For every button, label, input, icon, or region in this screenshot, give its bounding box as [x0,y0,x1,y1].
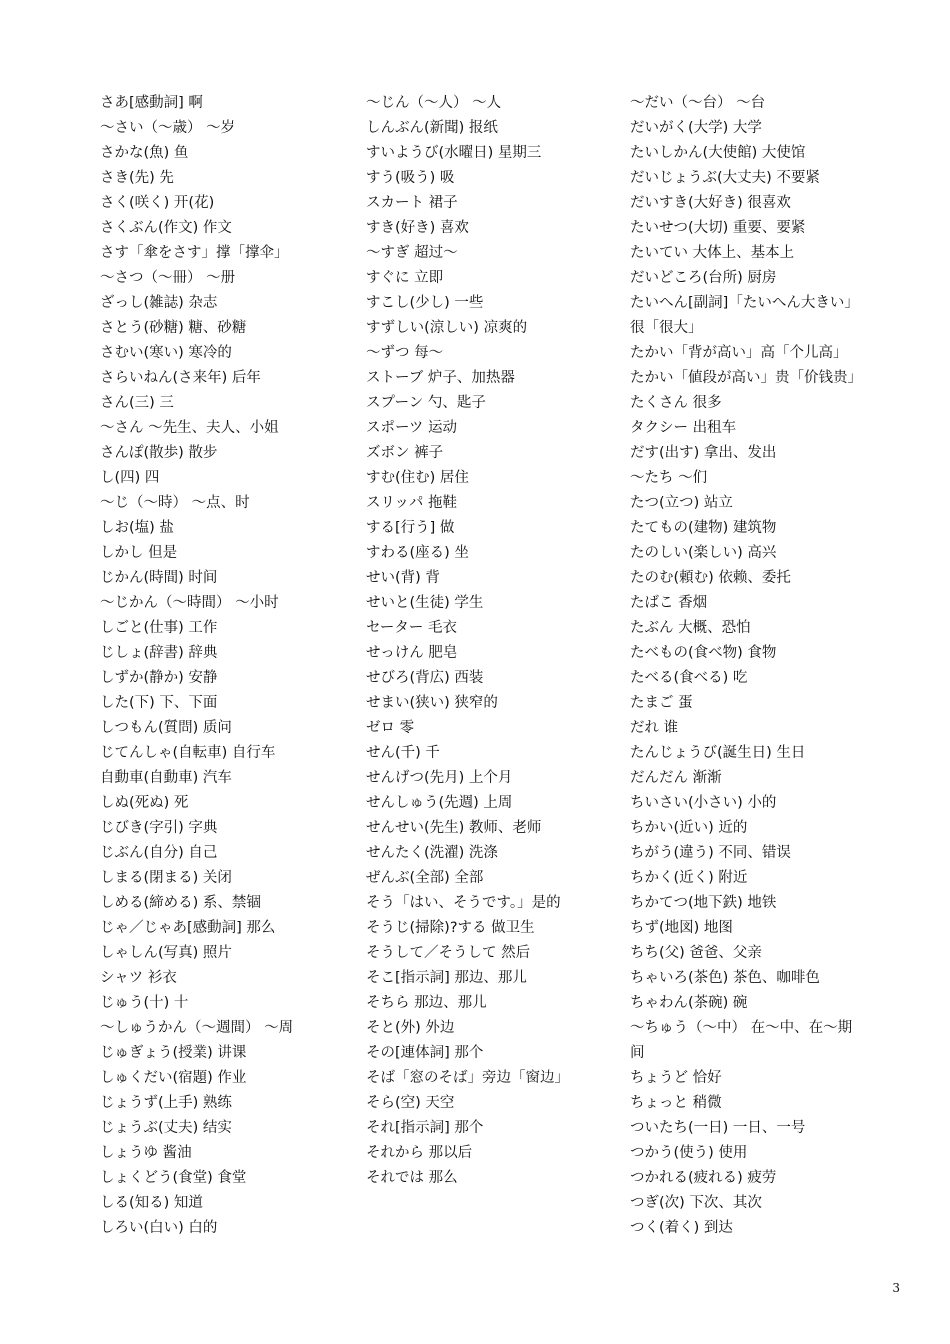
vocab-entry: しずか(静か) 安静 [100,670,218,686]
vocab-entry: ～ちゅう（～中） 在～中、在～期 [630,1020,853,1036]
vocab-column-1 [100,91,350,1241]
vocab-entry: ちゃわん(茶碗) 碗 [630,995,748,1011]
vocab-entry: つかれる(疲れる) 疲劳 [630,1170,777,1186]
vocab-entry: そば「窓のそば」旁边「窗边」 [366,1070,569,1086]
vocab-entry: ちょっと 稍微 [630,1095,722,1111]
vocab-entry: しぬ(死ぬ) 死 [100,795,189,811]
vocab-entry: ～じ（～時） ～点、时 [100,495,250,511]
vocab-entry: たいせつ(大切) 重要、要紧 [630,220,806,236]
vocab-entry: それ[指示詞] 那个 [366,1120,484,1136]
vocab-entry: さあ[感動詞] 啊 [100,95,203,111]
vocab-entry: さく(咲く) 开(花) [100,195,215,211]
vocab-entry: ちいさい(小さい) 小的 [630,795,777,811]
vocab-entry: しょくどう(食堂) 食堂 [100,1170,247,1186]
vocab-entry: すずしい(涼しい) 凉爽的 [366,320,528,336]
vocab-entry: せんせい(先生) 教师、老师 [366,820,542,836]
vocab-entry: さす「傘をさす」撑「撑伞」 [100,245,289,261]
vocab-entry: それでは 那么 [366,1170,458,1186]
vocab-entry: そうじ(掃除)?する 做卫生 [366,920,535,936]
vocab-entry: ～だい（～台） ～台 [630,95,766,111]
vocab-entry: だいじょうぶ(大丈夫) 不要紧 [630,170,820,186]
vocab-column-2 [366,91,616,1191]
vocab-entry: さとう(砂糖) 糖、砂糖 [100,320,247,336]
vocab-column-3 [630,91,880,1241]
vocab-entry: ちかい(近い) 近的 [630,820,748,836]
vocab-entry: スリッパ 拖鞋 [366,495,458,511]
vocab-entry: しかし 但是 [100,545,178,561]
vocab-entry: ストーブ 炉子、加热器 [366,370,515,386]
vocab-entry: すき(好き) 喜欢 [366,220,469,236]
vocab-entry: たつ(立つ) 站立 [630,495,733,511]
page-number: 3 [892,1281,900,1295]
vocab-entry: たいてい 大体上、基本上 [630,245,795,261]
vocab-entry: そら(空) 天空 [366,1095,455,1111]
vocab-entry: たのむ(頼む) 依赖、委托 [630,570,791,586]
vocab-entry: たいしかん(大使館) 大使馆 [630,145,806,161]
vocab-entry: した(下) 下、下面 [100,695,218,711]
vocab-entry: すぐに 立即 [366,270,444,286]
vocab-entry: ちち(父) 爸爸、父亲 [630,945,762,961]
vocab-entry: それから 那以后 [366,1145,473,1161]
vocab-entry: さんぽ(散歩) 散步 [100,445,218,461]
vocab-entry: じしょ(辞書) 辞典 [100,645,218,661]
vocab-entry: ちゃいろ(茶色) 茶色、咖啡色 [630,970,820,986]
vocab-entry: じびき(字引) 字典 [100,820,218,836]
vocab-entry: しつもん(質問) 质问 [100,720,232,736]
vocab-entry: ぜんぶ(全部) 全部 [366,870,484,886]
vocab-entry: たくさん 很多 [630,395,722,411]
vocab-entry: たべもの(食べ物) 食物 [630,645,777,661]
vocab-entry: さき(先) 先 [100,170,174,186]
vocab-entry: ちかく(近く) 附近 [630,870,748,886]
vocab-entry: たのしい(楽しい) 高兴 [630,545,777,561]
vocab-entry: さくぶん(作文) 作文 [100,220,232,236]
vocab-entry: ～すぎ 超过～ [366,245,458,261]
vocab-entry: せい(背) 背 [366,570,440,586]
vocab-entry: たかい「背が高い」高「个儿高」 [630,345,848,361]
vocab-entry: ちかてつ(地下鉄) 地铁 [630,895,777,911]
vocab-entry: さむい(寒い) 寒冷的 [100,345,232,361]
vocab-entry: セーター 毛衣 [366,620,458,636]
vocab-entry: たいへん[副詞]「たいへん大きい」 [630,295,859,311]
vocab-entry: だいどころ(台所) 厨房 [630,270,777,286]
vocab-entry: たばこ 香烟 [630,595,708,611]
vocab-entry: しまる(閉まる) 关闭 [100,870,232,886]
vocab-entry: しめる(締める) 系、禁锢 [100,895,261,911]
vocab-entry: せいと(生徒) 学生 [366,595,484,611]
vocab-entry: ～さい（～歳） ～岁 [100,120,236,136]
vocab-entry: その[連体詞] 那个 [366,1045,484,1061]
vocab-entry: せまい(狭い) 狭窄的 [366,695,498,711]
vocab-entry: そちら 那边、那儿 [366,995,487,1011]
vocab-entry: だいがく(大学) 大学 [630,120,762,136]
vocab-entry: すう(吸う) 吸 [366,170,455,186]
vocab-entry: ちがう(違う) 不同、错误 [630,845,791,861]
vocab-entry: つぎ(次) 下次、其次 [630,1195,762,1211]
vocab-entry: さん(三) 三 [100,395,174,411]
vocab-entry: つかう(使う) 使用 [630,1145,748,1161]
vocab-entry: ゼロ 零 [366,720,415,736]
vocab-entry: スカート 裙子 [366,195,458,211]
vocab-entry: シャツ 衫衣 [100,970,177,986]
vocab-entry: する[行う] 做 [366,520,455,536]
vocab-entry: たかい「値段が高い」贵「价钱贵」 [630,370,862,386]
vocab-entry: じゅう(十) 十 [100,995,189,1011]
vocab-entry: ～ずつ 每～ [366,345,444,361]
vocab-entry: たまご 蛋 [630,695,693,711]
vocab-entry: そと(外) 外边 [366,1020,455,1036]
vocab-entry: だす(出す) 拿出、发出 [630,445,777,461]
vocab-entry: たべる(食べる) 吃 [630,670,748,686]
vocab-entry: ズボン 裤子 [366,445,444,461]
vocab-entry: ちず(地図) 地图 [630,920,733,936]
vocab-entry: たんじょうび(誕生日) 生日 [630,745,806,761]
vocab-entry: じかん(時間) 时间 [100,570,218,586]
vocab-entry: ～じん（～人） ～人 [366,95,502,111]
vocab-entry: すこし(少し) 一些 [366,295,484,311]
vocab-entry: そこ[指示詞] 那边、那儿 [366,970,527,986]
vocab-entry: スプーン 勺、匙子 [366,395,486,411]
vocab-entry: ～しゅうかん（～週間） ～周 [100,1020,294,1036]
vocab-entry: ちょうど 恰好 [630,1070,722,1086]
vocab-entry: し(四) 四 [100,470,160,486]
vocab-entry: せんたく(洗濯) 洗涤 [366,845,498,861]
vocab-entry: 间 [630,1045,645,1061]
vocab-entry: しゃしん(写真) 照片 [100,945,232,961]
vocab-entry: しお(塩) 盐 [100,520,174,536]
vocab-entry: すむ(住む) 居住 [366,470,469,486]
vocab-entry: タクシー 出租车 [630,420,737,436]
vocab-entry: じゅぎょう(授業) 讲课 [100,1045,247,1061]
vocab-entry: 很「很大」 [630,320,703,336]
vocab-entry: ざっし(雑誌) 杂志 [100,295,218,311]
vocab-entry: じょうぶ(丈夫) 结实 [100,1120,232,1136]
vocab-entry: ～さん ～先生、夫人、小姐 [100,420,279,436]
vocab-entry: しごと(仕事) 工作 [100,620,218,636]
vocab-entry: ついたち(一日) 一日、一号 [630,1120,806,1136]
vocab-entry: しんぶん(新聞) 报纸 [366,120,498,136]
vocab-entry: せんげつ(先月) 上个月 [366,770,513,786]
vocab-entry: さかな(魚) 鱼 [100,145,189,161]
vocab-entry: だいすき(大好き) 很喜欢 [630,195,791,211]
vocab-entry: せんしゅう(先週) 上周 [366,795,513,811]
vocab-entry: だれ 谁 [630,720,679,736]
vocab-entry: しろい(白い) 白的 [100,1220,218,1236]
vocab-entry: たてもの(建物) 建筑物 [630,520,777,536]
vocab-entry: そう「はい、そうです。」是的 [366,895,561,911]
vocab-entry: ～さつ（～冊） ～册 [100,270,236,286]
vocab-entry: せっけん 肥皂 [366,645,458,661]
vocab-entry: せん(千) 千 [366,745,440,761]
vocab-entry: すいようび(水曜日) 星期三 [366,145,542,161]
vocab-entry: スポーツ 运动 [366,420,458,436]
vocab-entry: せびろ(背広) 西装 [366,670,484,686]
vocab-entry: しる(知る) 知道 [100,1195,203,1211]
vocab-entry: 自動車(自動車) 汽车 [100,770,232,786]
vocab-entry: すわる(座る) 坐 [366,545,469,561]
vocab-entry: たぶん 大概、恐怕 [630,620,751,636]
vocab-entry: つく(着く) 到达 [630,1220,733,1236]
vocab-entry: じゃ／じゃあ[感動詞] 那么 [100,920,276,936]
vocab-entry: ～じかん（～時間） ～小时 [100,595,279,611]
vocab-entry: じてんしゃ(自転車) 自行车 [100,745,276,761]
vocab-entry: しゅくだい(宿題) 作业 [100,1070,247,1086]
vocab-entry: だんだん 渐渐 [630,770,722,786]
vocab-entry: ～たち ～们 [630,470,708,486]
vocab-entry: しょうゆ 酱油 [100,1145,192,1161]
vocab-entry: じょうず(上手) 熟练 [100,1095,232,1111]
vocab-entry: さらいねん(さ来年) 后年 [100,370,261,386]
vocab-entry: そうして／そうして 然后 [366,945,531,961]
vocab-entry: じぶん(自分) 自己 [100,845,218,861]
